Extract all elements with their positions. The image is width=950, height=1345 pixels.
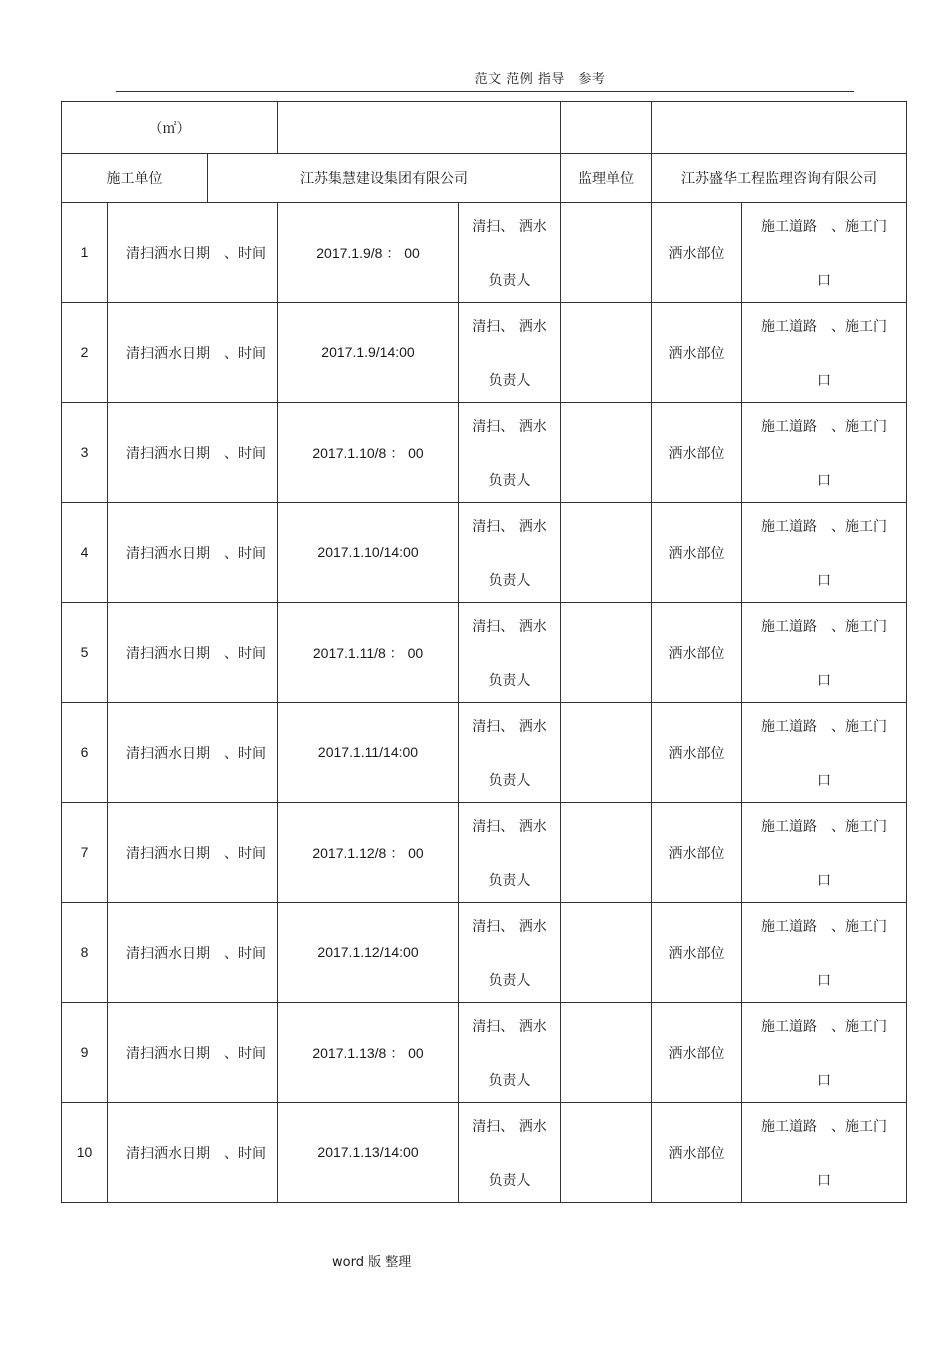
location-value-line1: 施工道路 、施工门 <box>761 518 888 535</box>
page-header: 范文 范例 指导 参考 <box>474 72 606 87</box>
datetime-label: 清扫洒水日期 、时间 <box>108 503 278 603</box>
datetime-value <box>278 203 459 303</box>
record-number <box>62 803 108 903</box>
area-extra-value-cell <box>652 102 907 154</box>
record-number <box>62 603 108 703</box>
responsible-label-line2: 负责人 <box>488 672 531 689</box>
location-value-line1: 施工道路 、施工门 <box>761 918 888 935</box>
datetime-value-text: 2017.1.10/14:00 <box>317 544 419 560</box>
area-unit-cell <box>62 102 278 154</box>
datetime-label: 清扫洒水日期 、时间 <box>108 403 278 503</box>
datetime-label: 清扫洒水日期 、时间 <box>108 1103 278 1203</box>
record-number-text: 9 <box>80 1044 89 1060</box>
responsible-label-line2: 负责人 <box>488 1172 531 1189</box>
responsible-label-line2: 负责人 <box>488 972 531 989</box>
location-label: 洒水部位 <box>652 703 742 803</box>
record-number <box>62 1003 108 1103</box>
location-label: 洒水部位 <box>652 303 742 403</box>
responsible-value <box>561 1103 652 1203</box>
responsible-label <box>459 403 561 503</box>
responsible-label <box>459 203 561 303</box>
datetime-value <box>278 703 459 803</box>
record-number-text: 8 <box>80 944 89 960</box>
responsible-label-line2: 负责人 <box>488 872 531 889</box>
record-number-text: 7 <box>80 844 89 860</box>
record-number-text: 6 <box>80 744 89 760</box>
area-extra-cell <box>561 102 652 154</box>
table-row <box>62 403 907 503</box>
responsible-label <box>459 1103 561 1203</box>
responsible-value <box>561 303 652 403</box>
responsible-label-line2: 负责人 <box>488 772 531 789</box>
responsible-value <box>561 503 652 603</box>
responsible-label-line1: 清扫、 洒水 <box>472 318 547 335</box>
location-label: 洒水部位 <box>652 1103 742 1203</box>
location-value-line1: 施工道路 、施工门 <box>761 1018 888 1035</box>
record-number <box>62 903 108 1003</box>
area-unit-label: （㎡） <box>148 120 191 137</box>
location-label: 洒水部位 <box>652 903 742 1003</box>
responsible-label-line2: 负责人 <box>488 372 531 389</box>
location-value-line2: 口 <box>817 672 832 689</box>
location-label: 洒水部位 <box>652 403 742 503</box>
responsible-label-line1: 清扫、 洒水 <box>472 418 547 435</box>
datetime-value-text: 2017.1.9/8 ： 00 <box>316 244 420 261</box>
location-value-line2: 口 <box>817 372 832 389</box>
record-number <box>62 703 108 803</box>
header-rule <box>116 91 854 92</box>
table-row <box>62 803 907 903</box>
location-value-line2: 口 <box>817 872 832 889</box>
area-value-cell <box>278 102 561 154</box>
record-number-text: 2 <box>80 344 89 360</box>
responsible-label-line1: 清扫、 洒水 <box>472 918 547 935</box>
supervision-unit-label: 监理单位 <box>561 154 652 203</box>
responsible-value <box>561 703 652 803</box>
table-row <box>62 1003 907 1103</box>
datetime-label: 清扫洒水日期 、时间 <box>108 603 278 703</box>
datetime-value-text: 2017.1.12/14:00 <box>317 944 419 960</box>
responsible-value <box>561 903 652 1003</box>
location-value <box>742 1103 907 1203</box>
datetime-value <box>278 503 459 603</box>
datetime-label: 清扫洒水日期 、时间 <box>108 203 278 303</box>
responsible-label-line2: 负责人 <box>488 272 531 289</box>
table-row <box>62 603 907 703</box>
datetime-value-text: 2017.1.13/8 ： 00 <box>312 1044 424 1061</box>
datetime-label: 清扫洒水日期 、时间 <box>108 903 278 1003</box>
location-value-line2: 口 <box>817 572 832 589</box>
location-value <box>742 503 907 603</box>
responsible-value <box>561 203 652 303</box>
location-value-line2: 口 <box>817 772 832 789</box>
record-number-text: 1 <box>80 244 89 260</box>
responsible-label-line1: 清扫、 洒水 <box>472 218 547 235</box>
responsible-label-line1: 清扫、 洒水 <box>472 1118 547 1135</box>
location-label: 洒水部位 <box>652 503 742 603</box>
record-number-text: 5 <box>80 644 89 660</box>
location-label: 洒水部位 <box>652 603 742 703</box>
records-body <box>62 203 907 1203</box>
responsible-label-line2: 负责人 <box>488 472 531 489</box>
datetime-label: 清扫洒水日期 、时间 <box>108 303 278 403</box>
record-number <box>62 303 108 403</box>
responsible-label <box>459 903 561 1003</box>
responsible-label-line1: 清扫、 洒水 <box>472 618 547 635</box>
record-number-text: 4 <box>80 544 89 560</box>
responsible-label <box>459 303 561 403</box>
location-value-line2: 口 <box>817 972 832 989</box>
record-number-text: 3 <box>80 444 89 460</box>
area-row <box>62 102 907 154</box>
responsible-label <box>459 503 561 603</box>
location-value <box>742 603 907 703</box>
location-label: 洒水部位 <box>652 203 742 303</box>
responsible-label <box>459 803 561 903</box>
location-value-line1: 施工道路 、施工门 <box>761 418 888 435</box>
record-number <box>62 503 108 603</box>
datetime-value <box>278 903 459 1003</box>
page-footer: word 版 整理 <box>332 1255 412 1270</box>
location-value <box>742 303 907 403</box>
location-value-line1: 施工道路 、施工门 <box>761 818 888 835</box>
location-value-line2: 口 <box>817 1172 832 1189</box>
responsible-label <box>459 1003 561 1103</box>
table-row <box>62 1103 907 1203</box>
datetime-label: 清扫洒水日期 、时间 <box>108 803 278 903</box>
table-row <box>62 203 907 303</box>
record-number <box>62 403 108 503</box>
datetime-value-text: 2017.1.11/14:00 <box>317 744 419 760</box>
table-row <box>62 903 907 1003</box>
sprinkling-log-table <box>61 101 907 1203</box>
construction-unit-value: 江苏集慧建设集团有限公司 <box>208 154 561 203</box>
datetime-value-text: 2017.1.12/8 ： 00 <box>312 844 424 861</box>
datetime-value <box>278 603 459 703</box>
location-value <box>742 803 907 903</box>
responsible-label-line1: 清扫、 洒水 <box>472 818 547 835</box>
datetime-value <box>278 403 459 503</box>
table-row <box>62 303 907 403</box>
location-value-line2: 口 <box>817 1072 832 1089</box>
table-row <box>62 703 907 803</box>
responsible-value <box>561 603 652 703</box>
unit-row <box>62 154 907 203</box>
table-row <box>62 503 907 603</box>
location-value-line1: 施工道路 、施工门 <box>761 618 888 635</box>
location-value <box>742 703 907 803</box>
responsible-label-line1: 清扫、 洒水 <box>472 518 547 535</box>
responsible-value <box>561 1003 652 1103</box>
datetime-value <box>278 1003 459 1103</box>
record-number <box>62 203 108 303</box>
record-number <box>62 1103 108 1203</box>
location-label: 洒水部位 <box>652 1003 742 1103</box>
datetime-value <box>278 303 459 403</box>
location-value-line1: 施工道路 、施工门 <box>761 1118 888 1135</box>
location-value <box>742 403 907 503</box>
location-value-line1: 施工道路 、施工门 <box>761 718 888 735</box>
responsible-label-line1: 清扫、 洒水 <box>472 1018 547 1035</box>
location-value-line2: 口 <box>817 272 832 289</box>
datetime-label: 清扫洒水日期 、时间 <box>108 1003 278 1103</box>
responsible-value <box>561 403 652 503</box>
location-value-line1: 施工道路 、施工门 <box>761 318 888 335</box>
location-label: 洒水部位 <box>652 803 742 903</box>
location-value <box>742 903 907 1003</box>
responsible-label <box>459 703 561 803</box>
location-value <box>742 203 907 303</box>
responsible-label <box>459 603 561 703</box>
location-value-line2: 口 <box>817 472 832 489</box>
datetime-value-text: 2017.1.11/8 ： 00 <box>312 644 424 661</box>
datetime-value-text: 2017.1.9/14:00 <box>321 344 415 360</box>
location-value <box>742 1003 907 1103</box>
responsible-label-line2: 负责人 <box>488 1072 531 1089</box>
datetime-value-text: 2017.1.13/14:00 <box>317 1144 419 1160</box>
responsible-value <box>561 803 652 903</box>
datetime-value <box>278 1103 459 1203</box>
record-number-text: 10 <box>76 1144 93 1160</box>
datetime-value <box>278 803 459 903</box>
responsible-label-line2: 负责人 <box>488 572 531 589</box>
location-value-line1: 施工道路 、施工门 <box>761 218 888 235</box>
responsible-label-line1: 清扫、 洒水 <box>472 718 547 735</box>
supervision-unit-value: 江苏盛华工程监理咨询有限公司 <box>652 154 907 203</box>
datetime-label: 清扫洒水日期 、时间 <box>108 703 278 803</box>
datetime-value-text: 2017.1.10/8 ： 00 <box>312 444 424 461</box>
construction-unit-label: 施工单位 <box>62 154 208 203</box>
